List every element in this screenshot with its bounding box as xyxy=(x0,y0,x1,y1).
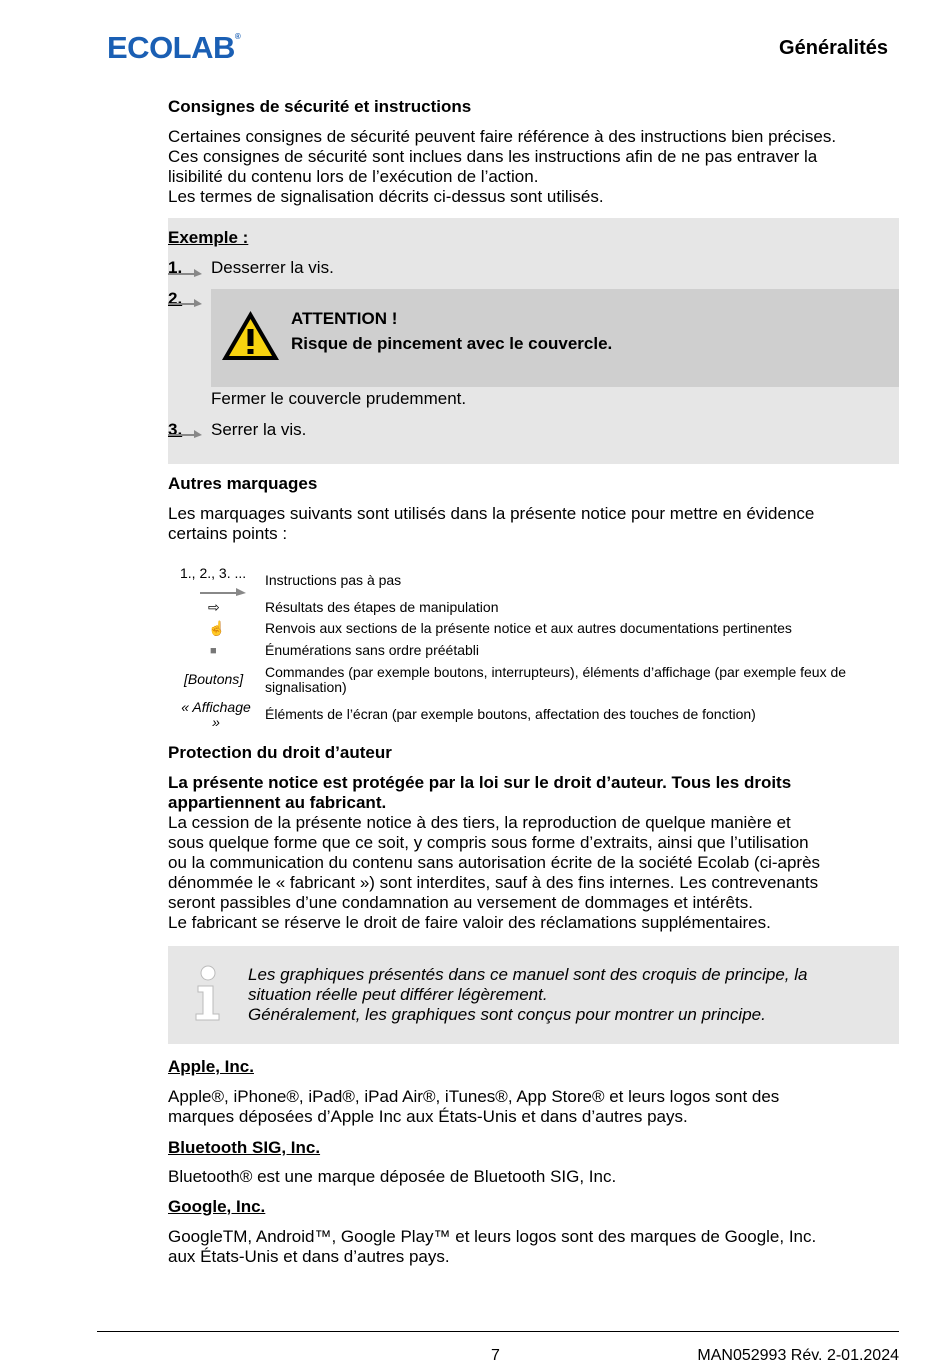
document-reference: MAN052993 Rév. 2-01.2024 xyxy=(697,1347,899,1364)
legend-text: Éléments de l’écran (par exemple boutons, affectation des touches de fonction) xyxy=(265,706,756,722)
info-line: Généralement, les graphiques sont conçus pour montrer un principe. xyxy=(248,1005,766,1024)
legend-text-line: Commandes (par exemple boutons, interrupteurs), éléments d’affichage (par exemple feux de xyxy=(265,664,847,680)
step-text: Desserrer la vis. xyxy=(211,258,334,277)
trademark-line: Bluetooth® est une marque déposée de Bluetooth SIG, Inc. xyxy=(168,1167,617,1186)
result-arrow-icon: ⇨ xyxy=(208,599,220,615)
markings-intro-line: Les marquages suivants sont utilisés dans la présente notice pour mettre en évidence xyxy=(168,504,815,523)
trademark-line: aux États-Unis et dans d’autres pays. xyxy=(168,1247,450,1266)
trademark-text xyxy=(168,1087,779,1127)
trademark-text xyxy=(168,1227,816,1267)
info-icon xyxy=(192,964,224,1022)
copyright-line: sous quelque forme que ce soit, y compris sous forme d’extraits, ainsi que l’utilisation xyxy=(168,833,809,852)
example-title: Exemple : xyxy=(168,228,249,247)
legend-text: Instructions pas à pas xyxy=(265,572,402,588)
trademark-title: Bluetooth SIG, Inc. xyxy=(168,1138,321,1157)
trademark-line: Apple®, iPhone®, iPad®, iPad Air®, iTunes®, App Store® et leurs logos sont des xyxy=(168,1087,780,1106)
safety-line: lisibilité du contenu lors de l’exécution de l’action. xyxy=(168,167,539,186)
info-line: Les graphiques présentés dans ce manuel sont des croquis de principe, la xyxy=(248,965,808,984)
safety-line: Ces consignes de sécurité sont inclues dans les instructions afin de ne pas entraver la xyxy=(168,147,818,166)
legend-symbol-line: « Affichage xyxy=(181,699,251,715)
pointing-hand-icon: ☝ xyxy=(208,620,226,636)
trademark-title: Apple, Inc. xyxy=(168,1057,254,1076)
trademark-line: marques déposées d’Apple Inc aux États-Unis et dans d’autres pays. xyxy=(168,1107,688,1126)
legend-symbol: 1., 2., 3. ... xyxy=(180,565,247,581)
legend-symbol xyxy=(176,700,256,730)
step-arrow-icon xyxy=(168,298,204,308)
step-number: 3. xyxy=(168,420,183,439)
copyright-bold-line: appartiennent au fabricant. xyxy=(168,793,387,812)
markings-intro-line: certains points : xyxy=(168,524,288,543)
legend-text: Résultats des étapes de manipulation xyxy=(265,599,499,615)
safety-body xyxy=(168,127,836,207)
legend-text: Renvois aux sections de la présente notice et aux autres documentations pertinentes xyxy=(265,620,792,636)
safety-line: Les termes de signalisation décrits ci-dessus sont utilisés. xyxy=(168,187,604,206)
step-arrow-icon xyxy=(200,587,248,597)
legend-symbol: [Boutons] xyxy=(184,671,244,687)
safety-line: Certaines consignes de sécurité peuvent faire référence à des instructions bien précises. xyxy=(168,127,837,146)
warning-triangle-icon xyxy=(219,308,282,363)
copyright-line: ou la communication du contenu sans autorisation écrite de la société Ecolab (ci-après xyxy=(168,853,821,872)
step-arrow-icon xyxy=(168,429,204,439)
copyright-bold xyxy=(168,773,791,813)
markings-intro xyxy=(168,504,814,544)
copyright-bold-line: La présente notice est protégée par la loi sur le droit d’auteur. Tous les droits xyxy=(168,773,792,792)
warning-title: ATTENTION ! xyxy=(291,309,398,328)
legend-symbol-line: » xyxy=(212,714,220,730)
ecolab-logo: ECOLAB® xyxy=(107,30,241,65)
warning-text: Risque de pincement avec le couvercle. xyxy=(291,334,613,353)
copyright-line: dénommée le « fabricant ») sont interdites, sauf à des fins internes. Les contrevenants xyxy=(168,873,819,892)
trademark-title: Google, Inc. xyxy=(168,1197,266,1216)
page-title: Généralités xyxy=(779,37,888,59)
step-text: Fermer le couvercle prudemment. xyxy=(211,389,467,408)
safety-heading: Consignes de sécurité et instructions xyxy=(168,97,472,116)
info-text xyxy=(248,965,807,1025)
legend-text: Énumérations sans ordre préétabli xyxy=(265,642,480,658)
info-line: situation réelle peut différer légèrement. xyxy=(248,985,548,1004)
trademark-line: GoogleTM, Android™, Google Play™ et leurs logos sont des marques de Google, Inc. xyxy=(168,1227,817,1246)
square-bullet-icon: ■ xyxy=(210,645,217,657)
copyright-line: La cession de la présente notice à des tiers, la reproduction de quelque manière et xyxy=(168,813,791,832)
copyright-line: seront passibles d’une condamnation au versement de dommages et intérêts. xyxy=(168,893,753,912)
step-number: 2. xyxy=(168,289,183,308)
trademark-text xyxy=(168,1167,616,1187)
page-number: 7 xyxy=(491,1347,500,1364)
markings-heading: Autres marquages xyxy=(168,474,318,493)
copyright-line: Le fabricant se réserve le droit de faire valoir des réclamations supplémentaires. xyxy=(168,913,771,932)
footer-divider xyxy=(97,1331,899,1332)
copyright-heading: Protection du droit d’auteur xyxy=(168,743,392,762)
step-text: Serrer la vis. xyxy=(211,420,307,439)
step-number: 1. xyxy=(168,258,183,277)
step-arrow-icon xyxy=(168,268,204,278)
copyright-body xyxy=(168,813,820,933)
legend-text-line: signalisation) xyxy=(265,679,347,695)
legend-text xyxy=(265,665,846,695)
